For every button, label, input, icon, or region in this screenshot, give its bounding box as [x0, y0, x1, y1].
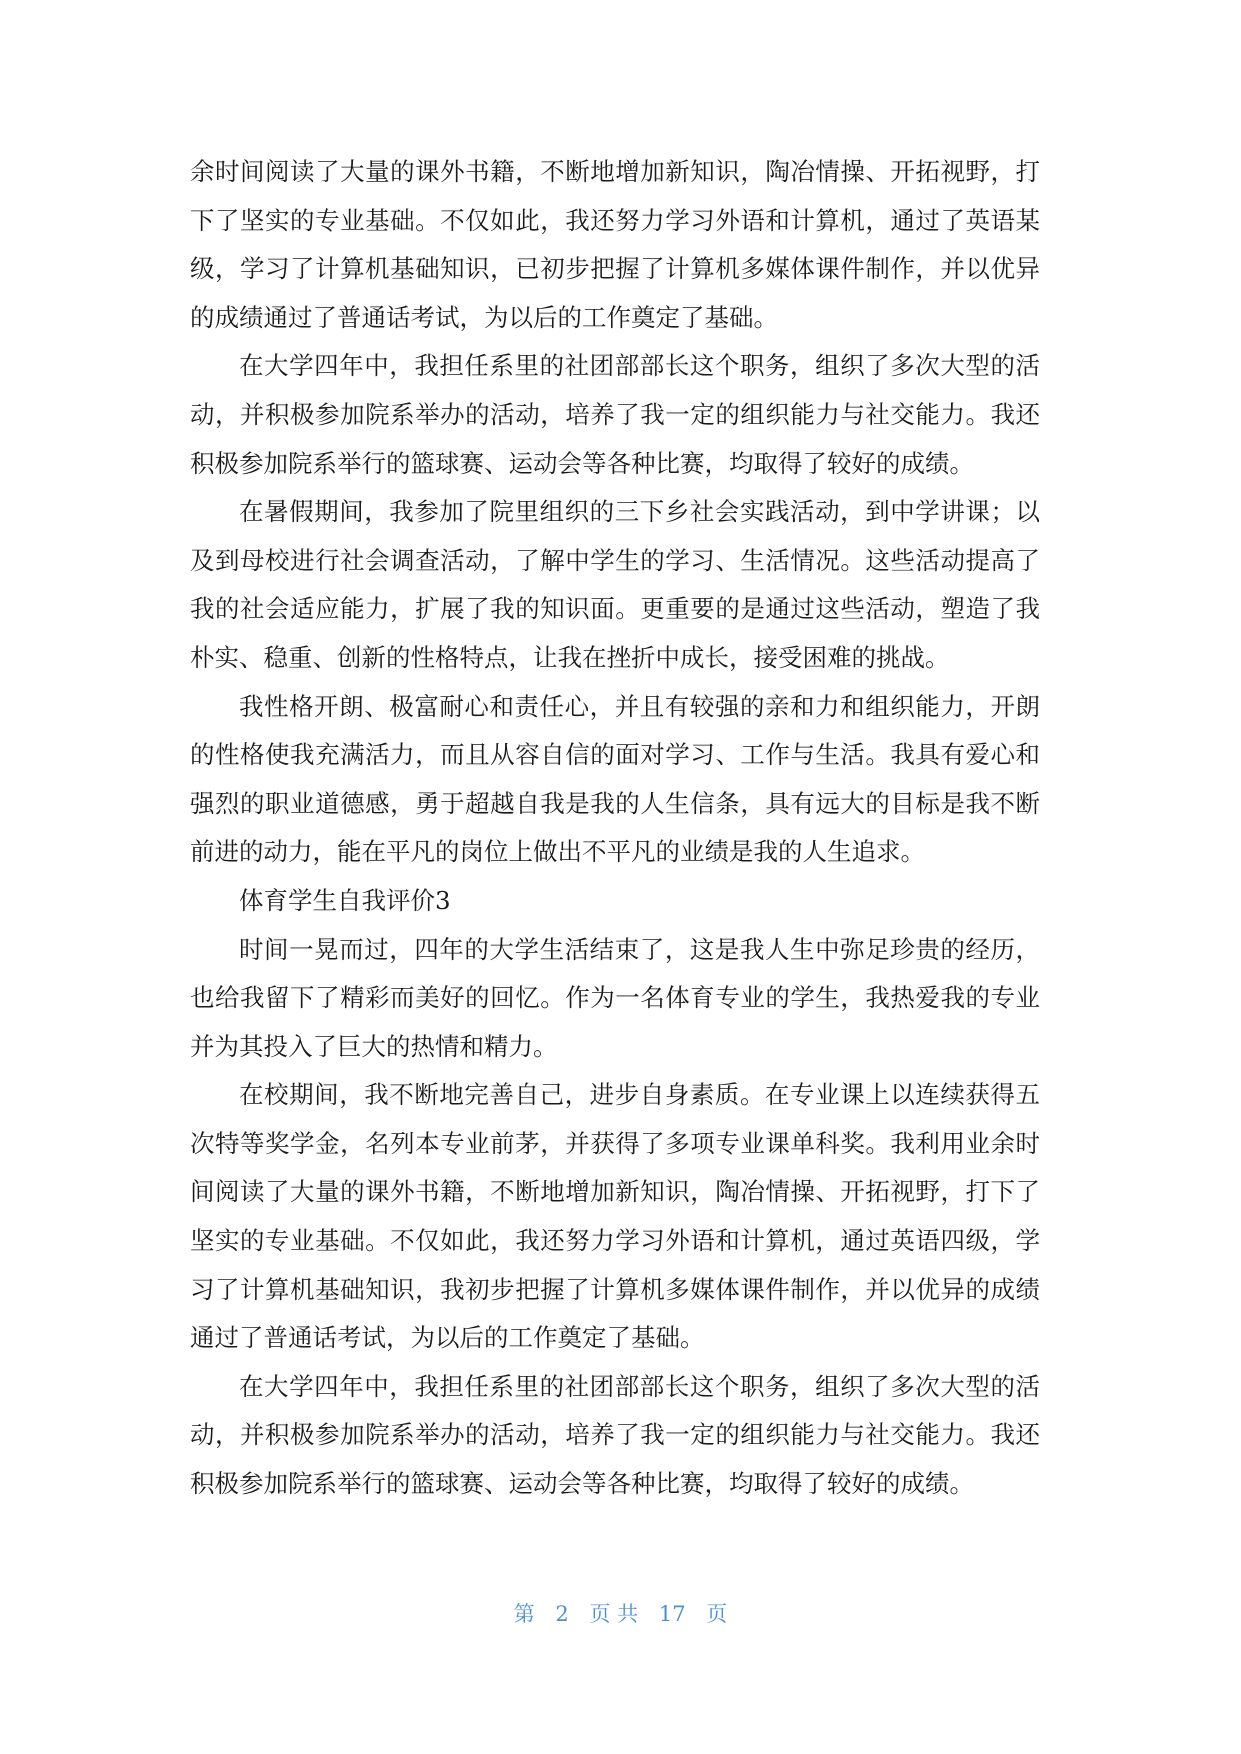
paragraph: 在校期间，我不断地完善自己，进步自身素质。在专业课上以连续获得五次特等奖学金，名列本专业前茅，并获得了多项专业课单科奖。我利用业余时间阅读了大量的课外书籍，不断地增加新知识，陶冶情操、开拓视野，打下了坚实的专业基础。不仅如此，我还努力学习外语和计算机，通过英语四级，学习了计算机基础知识，我初步把握了计算机多媒体课件制作，并以优异的成绩通过了普通话考试，为以后的工作奠定了基础。: [190, 1080, 1040, 1353]
footer-current-page: 2: [555, 1602, 569, 1626]
footer-suffix: 页: [706, 1602, 728, 1626]
paragraph: 我性格开朗、极富耐心和责任心，并且有较强的亲和力和组织能力，开朗的性格使我充满活力，而且从容自信的面对学习、工作与生活。我具有爱心和强烈的职业道德感，勇于超越自我是我的人生信条，具有远大的目标是我不断前进的动力，能在平凡的岗位上做出不平凡的业绩是我的人生追求。: [190, 691, 1040, 867]
paragraph: 在暑假期间，我参加了院里组织的三下乡社会实践活动，到中学讲课；以及到母校进行社会调查活动，了解中学生的学习、生活情况。这些活动提高了我的社会适应能力，扩展了我的知识面。更重要的是通过这些活动，塑造了我朴实、稳重、创新的性格特点，让我在挫折中成长，接受困难的挑战。: [190, 497, 1040, 672]
page-number-footer: [0, 1598, 1241, 1628]
paragraph: 在大学四年中，我担任系里的社团部部长这个职务，组织了多次大型的活动，并积极参加院系举办的活动，培养了我一定的组织能力与社交能力。我还积极参加院系举行的篮球赛、运动会等各种比赛，均取得了较好的成绩。: [190, 1371, 1040, 1499]
document-body: [190, 148, 1040, 1509]
paragraph: 在大学四年中，我担任系里的社团部部长这个职务，组织了多次大型的活动，并积极参加院系举办的活动，培养了我一定的组织能力与社交能力。我还积极参加院系举行的篮球赛、运动会等各种比赛，均取得了较好的成绩。: [190, 351, 1040, 478]
paragraph-continued: 余时间阅读了大量的课外书籍，不断地增加新知识，陶冶情操、开拓视野，打下了坚实的专业基础。不仅如此，我还努力学习外语和计算机，通过了英语某级，学习了计算机基础知识，已初步把握了计算机多媒体课件制作，并以优异的成绩通过了普通话考试，为以后的工作奠定了基础。: [190, 157, 1040, 332]
footer-total-pages: 17: [658, 1602, 686, 1626]
paragraph: 时间一晃而过，四年的大学生活结束了，这是我人生中弥足珍贵的经历，也给我留下了精彩而美好的回忆。作为一名体育专业的学生，我热爱我的专业并为其投入了巨大的热情和精力。: [190, 934, 1040, 1061]
footer-prefix: 第: [513, 1602, 535, 1626]
section-heading: 体育学生自我评价3: [239, 885, 451, 915]
footer-middle: 页 共: [589, 1602, 639, 1626]
